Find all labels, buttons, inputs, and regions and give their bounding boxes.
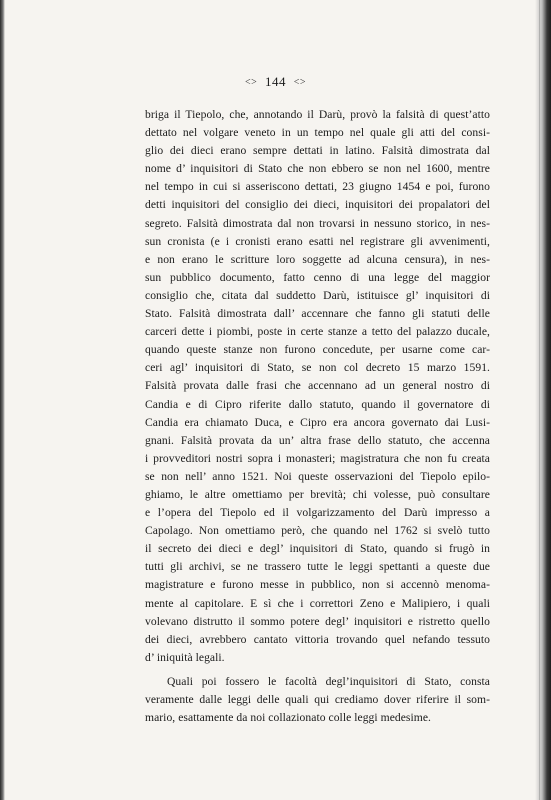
text-line: gnani. Falsità provata da un’ altra frase dello statuto, che accenna <box>145 433 490 447</box>
scan-edge-right-line <box>539 0 540 800</box>
text-line: e l’opera del Tiepolo ed il volgarizzamento del Darù impresso a <box>145 506 490 520</box>
text-line: volevano distrutto il sommo potere degl’ inquisitori e ristretto quello <box>145 614 490 628</box>
text-line: carceri dette i piombi, poste in certe stanze a tetto del palazzo ducale, <box>145 325 490 339</box>
scan-edge-left <box>0 0 5 800</box>
text-line: e non erano le scritture loro soggette ad alcuna censura), in nes- <box>145 252 490 266</box>
text-line: sun cronista (e i cronisti erano esatti nel registrare gli avvenimenti, <box>145 234 490 248</box>
text-line: consiglio che, citata dal suddetto Darù, istituisce gl’ inquisitori di <box>145 288 490 302</box>
text-line: dettato nel volgare veneto in un tempo nel quale gli atti del consi- <box>145 126 490 140</box>
text-line: ceri agl’ inquisitori di Stato, se non col decreto 15 marzo 1591. <box>145 361 490 375</box>
running-header <box>0 74 551 90</box>
text-line: quando queste stanze non furono concedute, per usarne come car- <box>145 343 490 357</box>
body-text <box>145 106 490 727</box>
text-line: tutti gli archivi, se ne trassero tutte le leggi spettanti a queste due <box>145 560 490 574</box>
text-line: detti inquisitori del consiglio dei dieci, inquisitori dei propalatori del <box>145 198 490 212</box>
text-line: ghiamo, le altre omettiamo per brevità; chi volesse, può consultare <box>145 487 490 501</box>
scan-edge-right <box>535 0 551 800</box>
text-line: nel tempo in cui si asseriscono dettati, 23 giugno 1454 e poi, furono <box>145 180 490 194</box>
text-line: segreto. Falsità dimostrata dal non trovarsi in nessuno storico, in nes- <box>145 216 490 230</box>
paragraph-end-line: mario, esattamente da noi collazionato colle leggi medesime. <box>145 711 431 725</box>
text-line: il secreto dei dieci e degl’ inquisitori di Stato, quando si frugò in <box>145 542 490 556</box>
text-line: glio dei dieci erano sempre dettati in latino. Falsità dimostrata dal <box>145 144 490 158</box>
text-line: dei dieci, avrebbero cantato vittoria trovando quel nefando tessuto <box>145 632 490 646</box>
text-line: briga il Tiepolo, che, annotando il Darù, provò la falsità di quest’atto <box>145 108 490 121</box>
text-line: mente al capitolare. E sì che i correttori Zeno e Malipiero, i quali <box>145 596 490 610</box>
ornament-right-icon: <> <box>293 77 307 88</box>
paragraph-start-line: Quali poi fossero le facoltà degl’inquisitori di Stato, consta <box>167 674 490 688</box>
text-line: magistrature e furono messe in pubblico, non si accennò menoma- <box>145 578 490 592</box>
text-line: nome d’ inquisitori di Stato che non ebbero se non nel 1600, mentre <box>145 162 490 176</box>
text-line: Candia era chiamato Duca, e Cipro era ancora governato dai Lusi- <box>145 415 490 429</box>
text-line: sun pubblico documento, fatto cenno di una legge del maggior <box>145 270 490 284</box>
text-line: Stato. Falsità dimostrata dall’ accennare che fanno gli statuti delle <box>145 307 490 321</box>
text-line: se non nell’ anno 1521. Noi queste osservazioni del Tiepolo epilo- <box>145 469 490 483</box>
text-line: Capolago. Non omettiamo però, che quando nel 1762 si svelò tutto <box>145 524 490 538</box>
paragraph-end-line: d’ iniquità legali. <box>145 650 225 664</box>
text-line: i provveditori nostri sopra i monasteri; magistratura che non fu creata <box>145 451 490 465</box>
ornament-left-icon: <> <box>244 77 258 88</box>
page-number: 144 <box>265 74 286 89</box>
text-line: Falsità provata dalle frasi che accennano ad un general nostro di <box>145 379 490 393</box>
text-line: Candia e di Cipro riferite dallo statuto, quando il governatore di <box>145 397 490 411</box>
text-line: veramente dalle leggi delle quali qui crediamo dover riferire il som- <box>145 693 490 706</box>
